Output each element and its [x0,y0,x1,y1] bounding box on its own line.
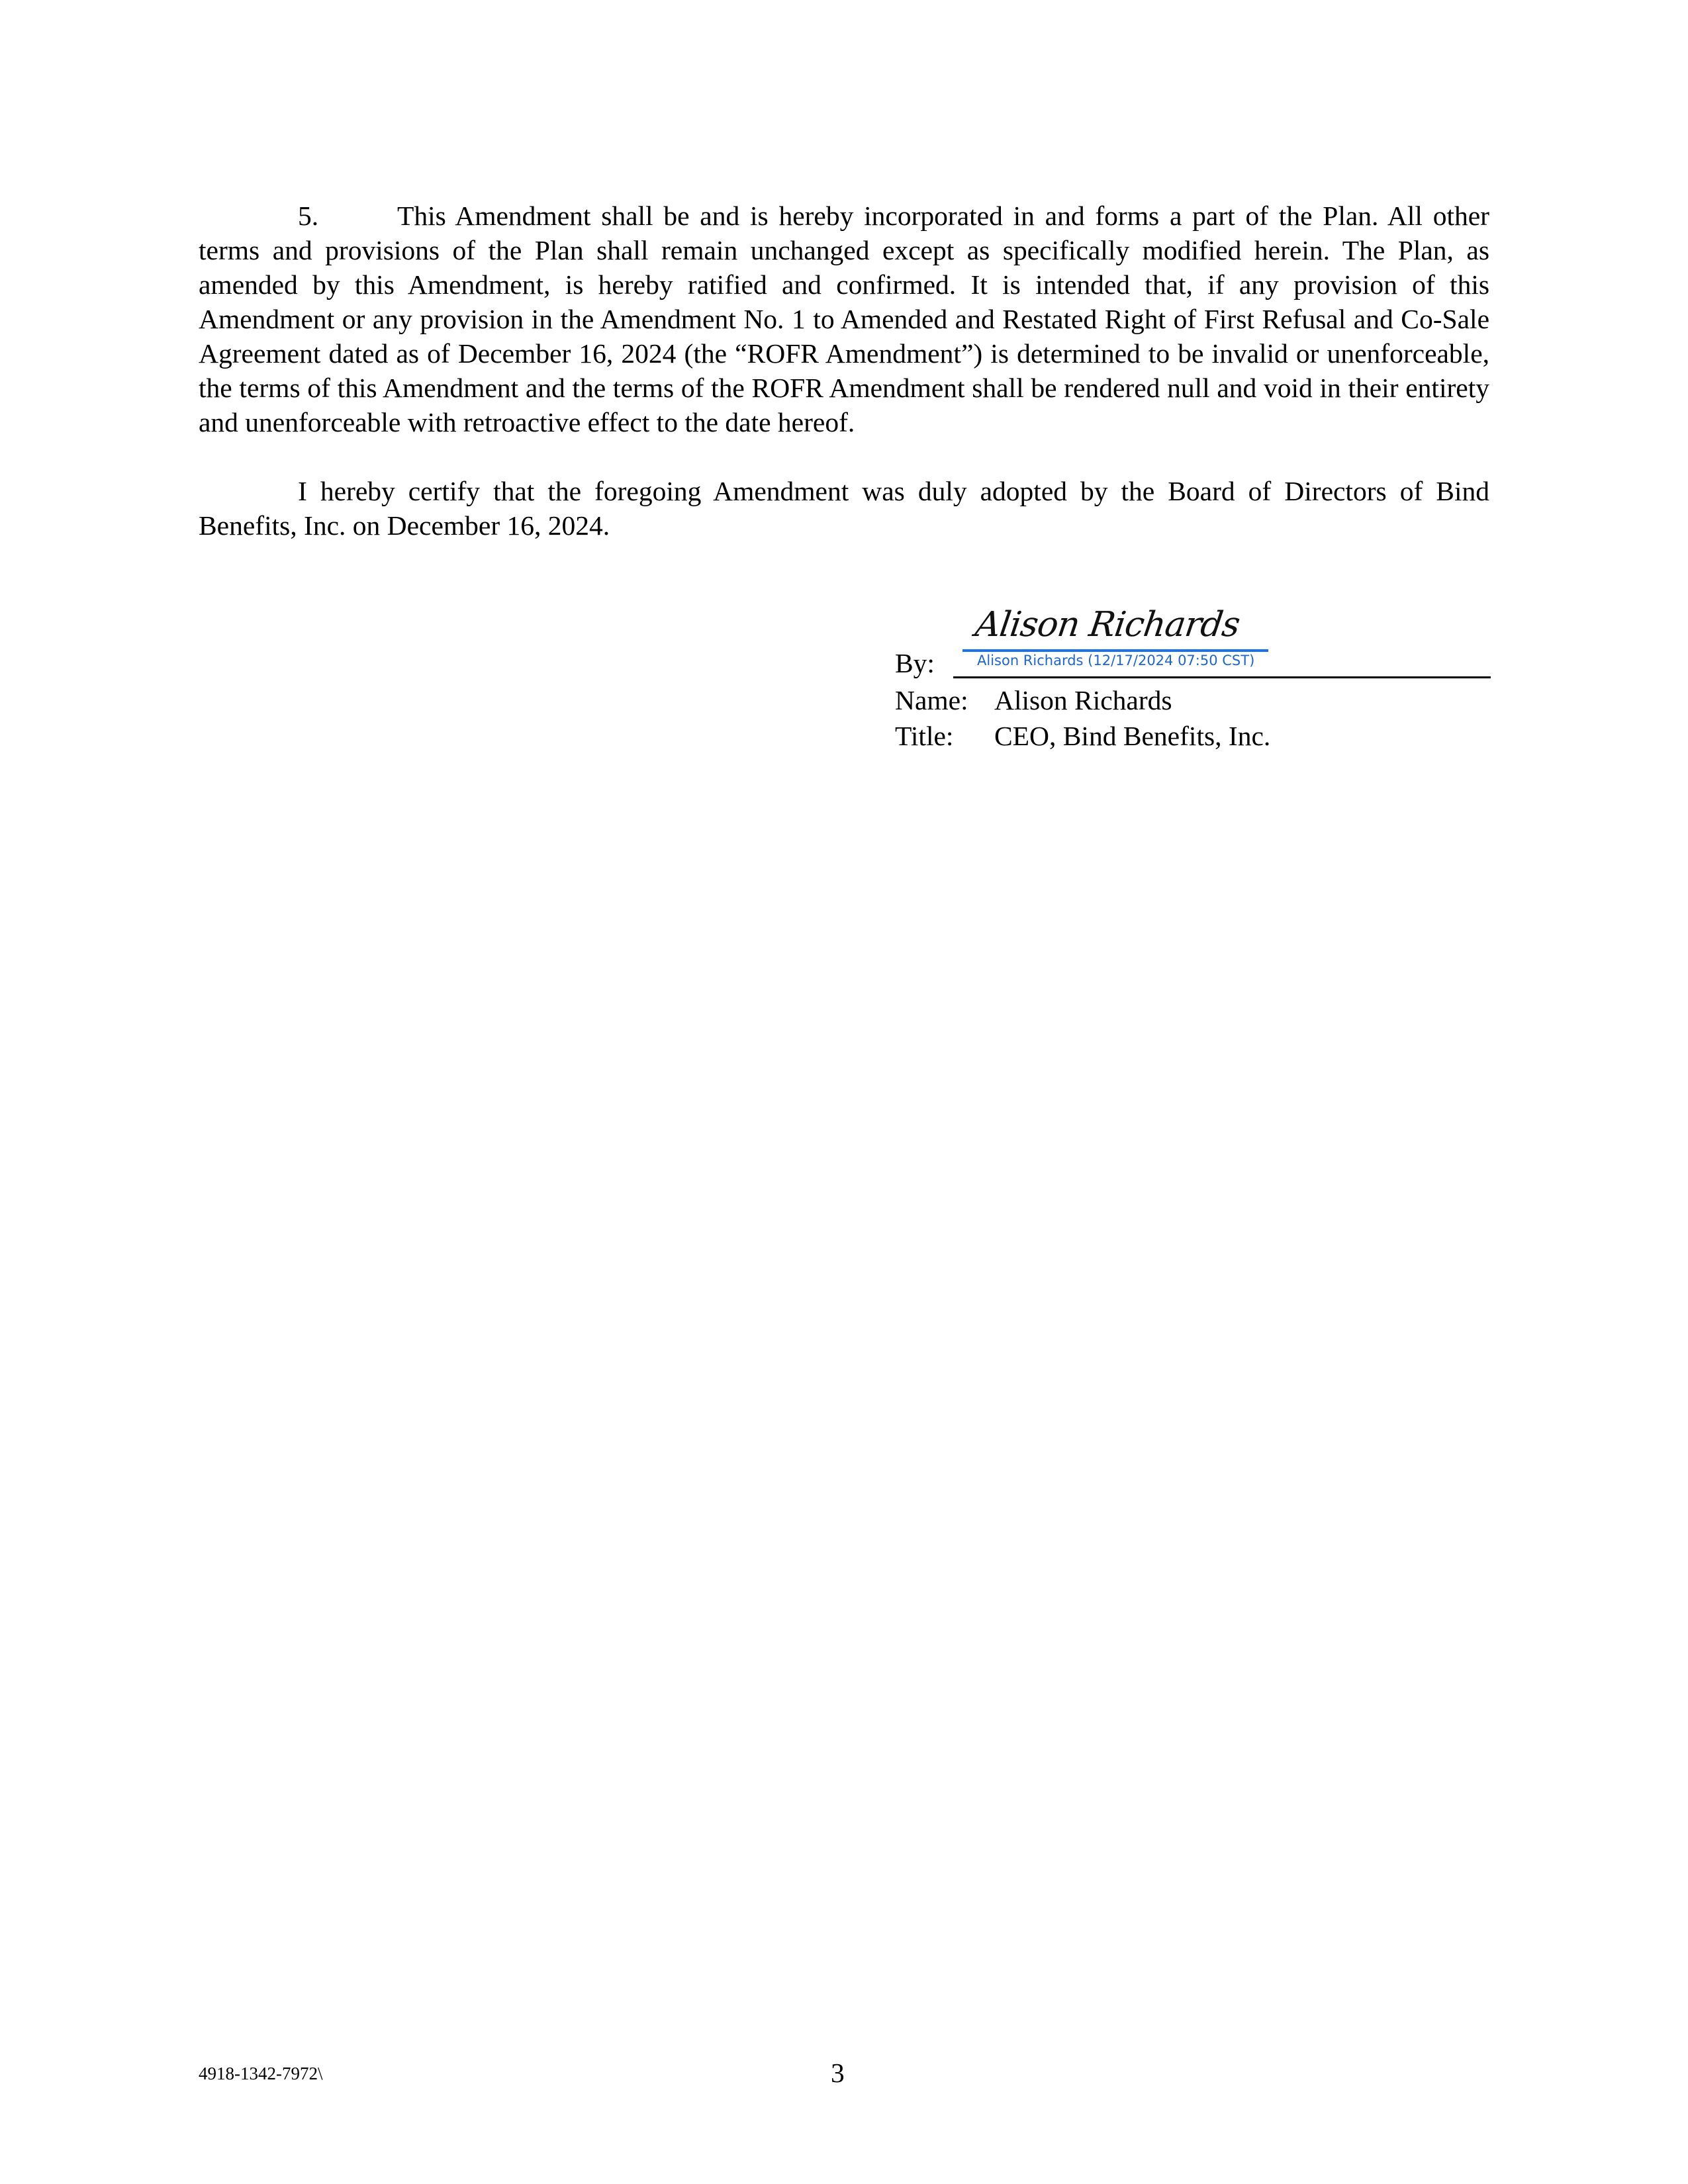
certification-paragraph [199,474,1489,543]
by-label: By: [895,648,935,678]
signature-script: Alison Richards [972,605,1243,645]
e-signature [961,605,1255,675]
title-row [895,719,1270,753]
paragraph-5 [199,199,1489,439]
signature-line [953,676,1491,678]
name-value: Alison Richards [994,685,1172,715]
title-value: CEO, Bind Benefits, Inc. [994,721,1271,751]
signature-block [895,605,1491,761]
footer-document-id: 4918-1342-7972\ [199,2064,323,2083]
page-number: 3 [831,2058,845,2088]
title-label: Title: [895,721,954,751]
name-row [895,683,1172,717]
name-label: Name: [895,685,968,715]
signature-caption: Alison Richards (12/17/2024 07:50 CST) [977,653,1255,668]
signature-underline [962,649,1268,652]
paragraph-5-text: This Amendment shall be and is hereby incorporated in and forms a part of the Plan. All other terms and provisions of the Plan shall remain unchanged except as specifically modified herein. The Plan, as amended by this Amendment, is hereby ratified and confirmed. It is intended that, if any provision of this Amendment or any provision in the Amendment No. 1 to Amended and Restated Right of First Refusal and Co-Sale Agreement dated as of December 16, 2024 (the “ROFR Amendment”) is determined to be invalid or unenforceable, the terms of this Amendment and the terms of the ROFR Amendment shall be rendered null and void in their entirety and unenforceable with retroactive effect to the date hereof. [199,201,1489,437]
paragraph-number: 5. [298,201,319,231]
certification-text: I hereby certify that the foregoing Amendment was duly adopted by the Board of Directors of Bind Benefits, Inc. on December 16, 2024. [199,476,1489,541]
